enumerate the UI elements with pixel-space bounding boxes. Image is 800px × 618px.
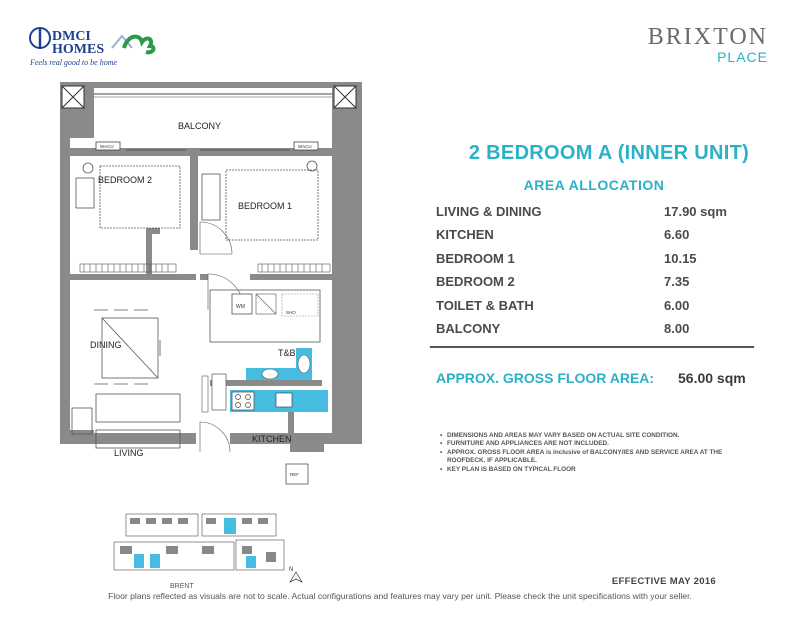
area-value: 6.00 xyxy=(664,297,690,313)
disclaimer: Floor plans reflected as visuals are not to scale. Actual configurations and features may vary per unit. Please check the unit specifications with your seller. xyxy=(108,591,692,601)
area-heading: AREA ALLOCATION xyxy=(523,177,665,193)
note-item: • DIMENSIONS AND AREAS MAY VARY BASED ON ACTUAL SITE CONDITION. xyxy=(440,432,760,440)
area-value: 6.60 xyxy=(664,227,690,243)
floor-plan xyxy=(50,78,370,520)
unit-title: 2 BEDROOM A (INNER UNIT) xyxy=(468,142,750,164)
plan-label-living: LIVING xyxy=(114,448,144,458)
north-label: N xyxy=(289,567,294,573)
column-left xyxy=(62,86,84,108)
column-right xyxy=(334,86,356,108)
wacu-left-label: WACU xyxy=(100,144,114,149)
brand-sub: PLACE xyxy=(717,49,768,65)
area-room: BEDROOM 1 xyxy=(436,250,515,266)
area-value: 17.90 sqm xyxy=(664,204,727,219)
plan-label-kitchen: KITCHEN xyxy=(252,434,292,444)
area-room: KITCHEN xyxy=(436,227,494,243)
north-arrow-icon xyxy=(290,572,302,582)
area-row xyxy=(436,274,754,297)
note-item: • APPROX. GROSS FLOOR AREA is inclusive of BALCONY/IES AND SERVICE AREA AT THE ROOFDECK. IF APPLICABLE. xyxy=(440,449,760,466)
notes-list xyxy=(440,432,760,474)
area-room: BALCONY xyxy=(436,320,501,336)
note-item: • FURNITURE AND APPLIANCES ARE NOT INCLUDED. xyxy=(440,440,760,448)
key-plan xyxy=(106,512,306,584)
keyplan-label: BRENT xyxy=(170,583,194,590)
area-row xyxy=(436,321,754,344)
cooktop xyxy=(232,392,254,410)
wm-label: WM xyxy=(236,304,245,310)
table-divider xyxy=(430,346,754,348)
ref-label: REF xyxy=(290,472,299,477)
area-row xyxy=(436,298,754,321)
area-row xyxy=(436,251,754,274)
area-room: TOILET & BATH xyxy=(436,297,534,313)
gfa-label: APPROX. GROSS FLOOR AREA: xyxy=(436,370,655,386)
plan-label-balcony: BALCONY xyxy=(178,121,222,131)
plan-label-tb: T&B xyxy=(278,348,296,358)
plan-label-bedroom2: BEDROOM 2 xyxy=(98,175,153,185)
area-room: LIVING & DINING xyxy=(436,204,542,219)
gfa-value: 56.00 sqm xyxy=(678,370,746,386)
area-value: 8.00 xyxy=(664,320,690,336)
plan-label-dining: DINING xyxy=(90,340,122,350)
note-item: • KEY PLAN IS BASED ON TYPICAL FLOOR xyxy=(440,466,760,474)
brand-name: BRIXTON xyxy=(647,24,768,50)
area-value: 7.35 xyxy=(664,274,690,290)
project-brand xyxy=(648,24,768,65)
effective-date: EFFECTIVE MAY 2016 xyxy=(611,576,716,587)
plan-label-bedroom1: BEDROOM 1 xyxy=(238,201,293,211)
wacu-right-label: WACU xyxy=(298,144,312,149)
logo-line1: DMCI xyxy=(52,29,91,44)
area-room: BEDROOM 2 xyxy=(436,274,515,290)
sho-label: SHO xyxy=(286,310,296,315)
dmci-logo xyxy=(28,22,168,72)
sink xyxy=(276,393,292,407)
area-table xyxy=(436,204,754,344)
area-value: 10.15 xyxy=(664,250,697,266)
logo-tagline: Feels real good to be home xyxy=(30,58,118,67)
logo-line2: HOMES xyxy=(52,42,105,57)
area-row xyxy=(436,204,754,227)
area-row xyxy=(436,227,754,250)
